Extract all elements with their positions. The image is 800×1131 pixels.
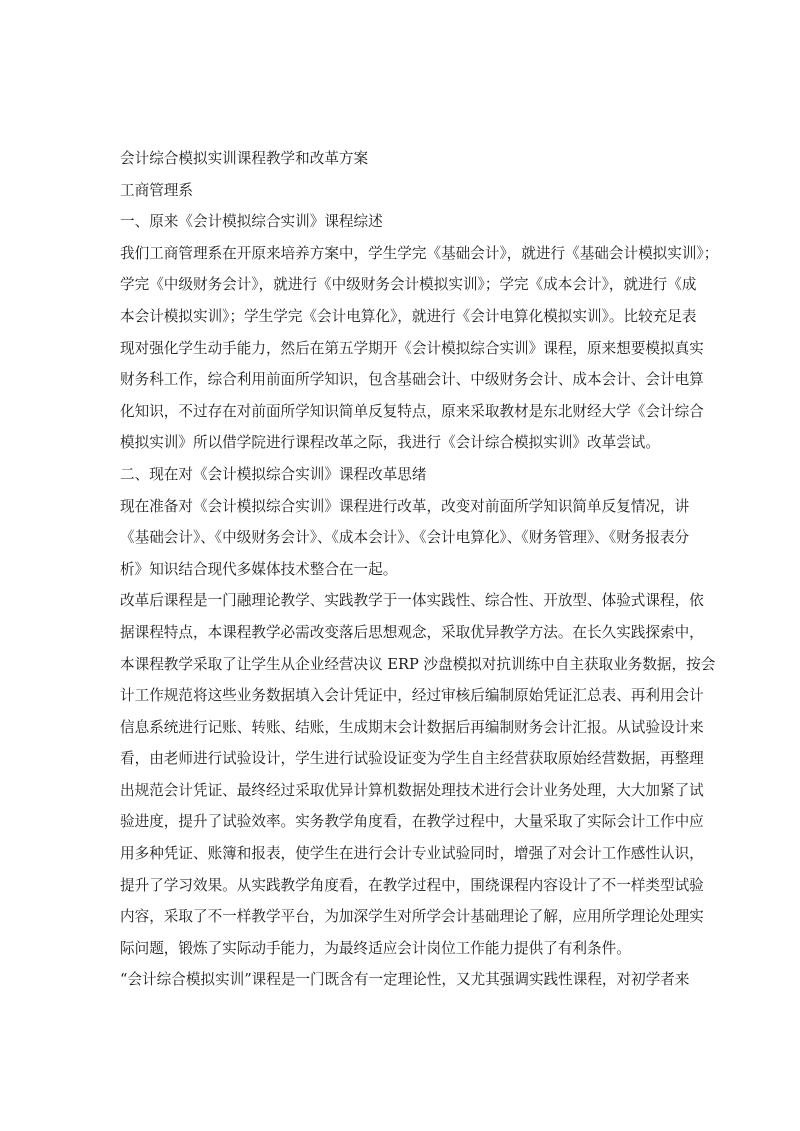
paragraph-line: 验进度，提升了试验效率。实务教学角度看，在教学过程中，大量采取了实际会计工作中应: [120, 813, 704, 831]
paragraph-2: [120, 491, 688, 586]
paragraph-line: 出规范会计凭证、最终经过采取优异计算机数据处理技术进行会计业务处理，大大加紧了试: [120, 781, 704, 799]
paragraph-line: 学完《中级财务会计》，就进行《中级财务会计模拟实训》；学完《成本会计》，就进行《成: [120, 276, 697, 294]
paragraph-line: 看，由老师进行试验设计，学生进行试验设证变为学生自主经营获取原始经营数据，再整理: [120, 750, 704, 768]
document-title: 会计综合模拟实训课程教学和改革方案: [120, 150, 369, 167]
paragraph-line: 现在准备对《会计模拟综合实训》课程进行改革，改变对前面所学知识简单反复情况，讲: [120, 497, 690, 515]
paragraph-line: “会计综合模拟实训”课程是一门既含有一定理论性，又尤其强调实践性课程，对初学者来: [120, 971, 690, 989]
paragraph-line: 模拟实训》所以借学院进行课程改革之际，我进行《会计综合模拟实训》改革尝试。: [120, 434, 660, 452]
paragraph-line: 财务科工作，综合利用前面所学知识，包含基础会计、中级财务会计、成本会计、会计电算: [120, 371, 704, 389]
paragraph-line: 用多种凭证、账簿和报表，使学生在进行会计专业试验同时，增强了对会计工作感性认识，: [120, 845, 704, 863]
paragraph-4: [120, 964, 688, 996]
paragraph-line: 据课程特点，本课程教学必需改变落后思想观念，采取优异教学方法。在长久实践探索中，: [120, 623, 704, 641]
paragraph-line: 计工作规范将这些业务数据填入会计凭证中，经过审核后编制原始凭证汇总表、再利用会计: [120, 687, 704, 705]
paragraph-line: 现对强化学生动手能力，然后在第五学期开《会计模拟综合实训》课程，原来想要模拟真实: [120, 339, 704, 357]
department-name: 工商管理系: [120, 181, 193, 199]
paragraph-line: 我们工商管理系在开原来培养方案中，学生学完《基础会计》，就进行《基础会计模拟实训》；: [120, 244, 719, 262]
paragraph-3: [120, 585, 716, 964]
paragraph-line: 信息系统进行记账、转账、结账，生成期末会计数据后再编制财务会计汇报。从试验设计来: [120, 718, 704, 736]
paragraph-line: 提升了学习效果。从实践教学角度看，在教学过程中，围绕课程内容设计了不一样类型试验: [120, 876, 704, 894]
document-body: [120, 143, 719, 996]
paragraph-line: 化知识，不过存在对前面所学知识简单反复特点，原来采取教材是东北财经大学《会计综合: [120, 402, 704, 420]
section-heading-2: 二、现在对《会计模拟综合实训》课程改革思绪: [120, 465, 427, 483]
paragraph-line: 际问题，锻炼了实际动手能力，为最终适应会计岗位工作能力提供了有利条件。: [120, 939, 631, 957]
paragraph-line: 本会计模拟实训》；学生学完《会计电算化》，就进行《会计电算化模拟实训》。比较充足表: [120, 307, 697, 325]
paragraph-line: 内容，采取了不一样教学平台，为加深学生对所学会计基础理论了解，应用所学理论处理实: [120, 908, 704, 926]
paragraph-line: 本课程教学采取了让学生从企业经营决议 ERP 沙盘模拟对抗训练中自主获取业务数据，按会: [120, 655, 716, 673]
paragraph-line: 析》知识结合现代多媒体技术整合在一起。: [120, 560, 398, 578]
paragraph-1: [120, 238, 719, 459]
paragraph-line: 改革后课程是一门融理论教学、实践教学于一体实践性、综合性、开放型、体验式课程，依: [120, 592, 704, 610]
section-heading-1: 一、原来《会计模拟综合实训》课程综述: [120, 213, 383, 231]
paragraph-line: 《基础会计》、《中级财务会计》、《成本会计》、《会计电算化》、《财务管理》、《财务报表分: [120, 529, 690, 547]
